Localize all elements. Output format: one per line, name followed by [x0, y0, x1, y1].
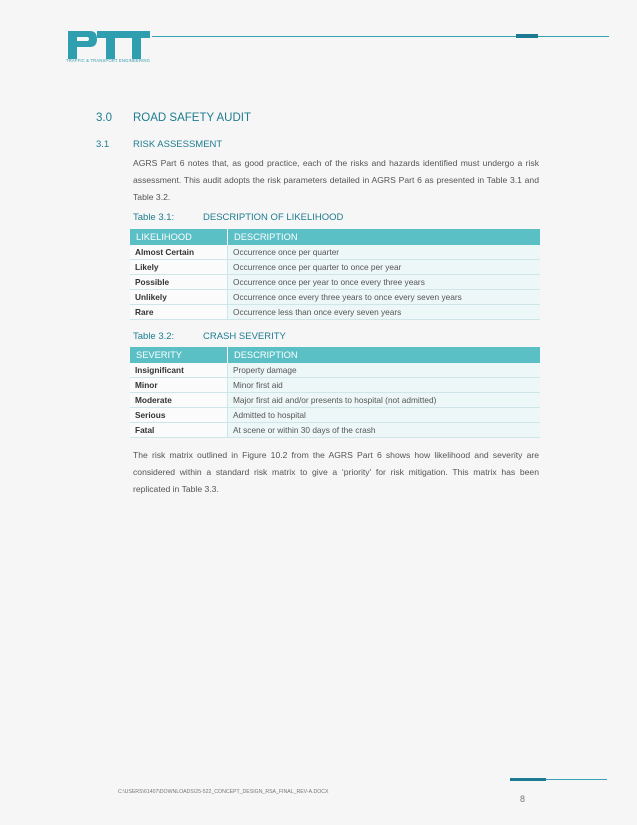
- table-row: [130, 275, 540, 290]
- table-row: [130, 305, 540, 320]
- table-cell-key: Serious: [130, 408, 228, 423]
- table-row: [130, 408, 540, 423]
- table-cell-key: Fatal: [130, 423, 228, 438]
- table-header-cell: LIKELIHOOD: [130, 229, 228, 245]
- table1-caption: [133, 212, 343, 223]
- table-cell-key: Moderate: [130, 393, 228, 408]
- table-cell-key: Rare: [130, 305, 228, 320]
- table-cell-value: Minor first aid: [228, 378, 541, 393]
- table-cell-value: Admitted to hospital: [228, 408, 541, 423]
- footer-file-path: C:\USERS\61407\DOWNLOADS\25-522_CONCEPT_DESIGN_RSA_FINAL_REV-A.DOCX: [118, 789, 329, 795]
- section-title: ROAD SAFETY AUDIT: [133, 112, 252, 124]
- table-header-cell: SEVERITY: [130, 347, 228, 363]
- likelihood-table: [130, 229, 540, 320]
- table-cell-key: Almost Certain: [130, 245, 228, 260]
- page-number: 8: [520, 794, 526, 804]
- table-row: [130, 290, 540, 305]
- table1-caption-number: Table 3.1:: [133, 212, 175, 223]
- table-cell-key: Insignificant: [130, 363, 228, 378]
- subsection-title: RISK ASSESSMENT: [133, 139, 223, 150]
- table-cell-key: Unlikely: [130, 290, 228, 305]
- table-row: [130, 423, 540, 438]
- table2-caption: [133, 331, 286, 342]
- table-row: [130, 260, 540, 275]
- table-header-row: [130, 229, 540, 245]
- table-header-cell: DESCRIPTION: [228, 229, 541, 245]
- table-cell-value: Occurrence once per quarter to once per year: [228, 260, 541, 275]
- severity-table: [130, 347, 540, 438]
- header-rule: [152, 36, 609, 37]
- table-cell-value: Occurrence once every three years to once every seven years: [228, 290, 541, 305]
- subsection-number: 3.1: [96, 139, 110, 150]
- table2-caption-number: Table 3.2:: [133, 331, 175, 342]
- section-number: 3.0: [96, 112, 112, 124]
- closing-paragraph: The risk matrix outlined in Figure 10.2 from the AGRS Part 6 shows how likelihood and severity are considered within a standard risk matrix to give a ‘priority’ for risk mitigation. This matrix has been replicated in Table 3.3.: [133, 450, 539, 495]
- table-cell-value: Property damage: [228, 363, 541, 378]
- table-cell-key: Likely: [130, 260, 228, 275]
- table-row: [130, 363, 540, 378]
- table1-caption-title: DESCRIPTION OF LIKELIHOOD: [203, 212, 344, 223]
- table-cell-value: Occurrence less than once every seven years: [228, 305, 541, 320]
- header-accent: [516, 34, 538, 38]
- table-cell-key: Possible: [130, 275, 228, 290]
- section-heading: [96, 112, 251, 124]
- table-row: [130, 245, 540, 260]
- table-cell-key: Minor: [130, 378, 228, 393]
- table-row: [130, 393, 540, 408]
- table2-caption-title: CRASH SEVERITY: [203, 331, 286, 342]
- table-cell-value: At scene or within 30 days of the crash: [228, 423, 541, 438]
- intro-paragraph: AGRS Part 6 notes that, as good practice, each of the risks and hazards identified must undergo a risk assessment. This audit adopts the risk parameters detailed in AGRS Part 6 as presented in Table 3.1 and Table 3.2.: [133, 158, 539, 203]
- table-header-row: [130, 347, 540, 363]
- table-cell-value: Occurrence once per quarter: [228, 245, 541, 260]
- subsection-heading: [96, 139, 222, 150]
- table-cell-value: Major first aid and/or presents to hospital (not admitted): [228, 393, 541, 408]
- table-header-cell: DESCRIPTION: [228, 347, 541, 363]
- table-cell-value: Occurrence once per year to once every three years: [228, 275, 541, 290]
- footer-accent: [510, 778, 546, 781]
- table-row: [130, 378, 540, 393]
- logo-tagline: TRAFFIC & TRANSPORT ENGINEERING: [66, 58, 151, 63]
